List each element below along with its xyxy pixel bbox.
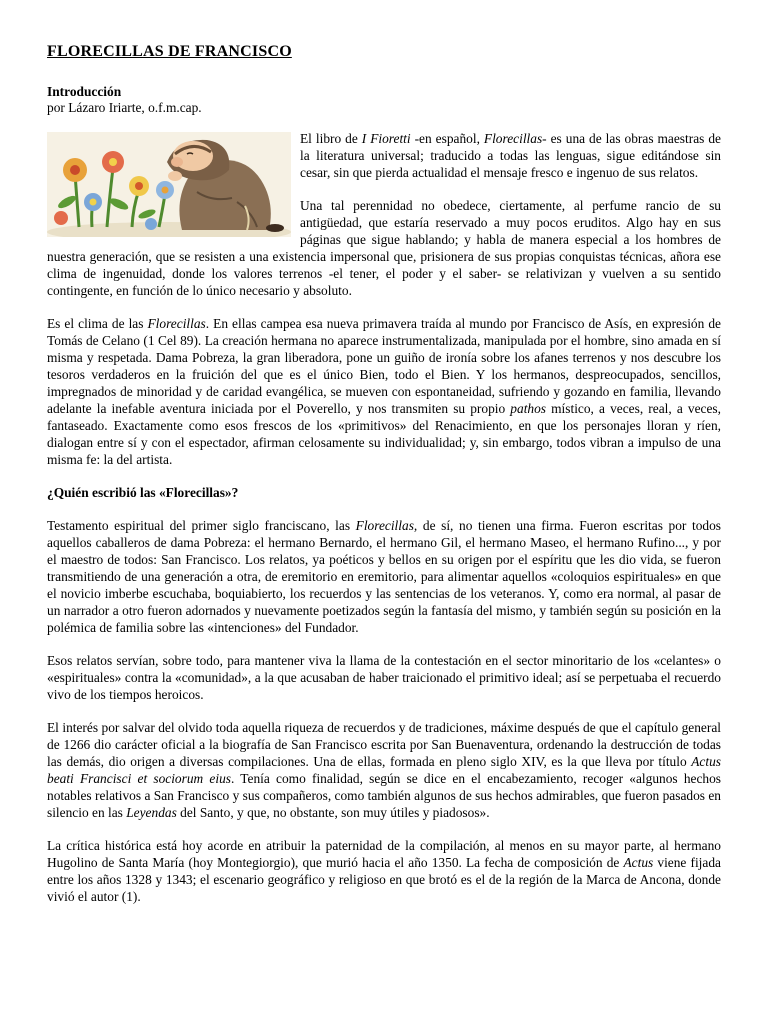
paragraph-intro: El libro de I Fioretti -en español, Florecillas- es una de las obras maestras de la literatura universal; traducido a todas las lenguas, sigue editándose sin cesar, sin que pierda actualidad el mensaje fresco e ingenuo de sus relatos.	[300, 131, 721, 180]
paragraph-testament: Testamento espiritual del primer siglo franciscano, las Florecillas, de sí, no tienen una firma. Fueron escritas por todos aquellos caballeros de dama Pobreza: el hermano Bernardo, el hermano Gil, el hermano Maseo, el hermano Rufino..., y por el maestro de todos: San Francisco. Los relatos, ya poéticos y bellos en su origen por el espíritu que les dio vida, se fueron transmitiendo de una generación a otra, de eremitorio en eremitorio, para alimentar aquellos «coloquios espirituales» en que el novicio imberbe escuchaba, boquiabierto, los recuerdos y las sentencias de los veteranos. Y, como era normal, al pasar de un narrador a otro fueron adornados y nuevamente poetizados según la fantasía del mismo, y también según su posición en la polémica de familia sobre las «intenciones» del Fundador.	[47, 518, 721, 635]
friar-smelling-flowers-illustration	[47, 132, 291, 237]
paragraph-perennity: Una tal perennidad no obedece, ciertamente, al perfume rancio de su antigüedad, que estaría reservado a muy pocos eruditos. Algo hay en sus páginas que sigue hablando; y habla de manera especial a los hombres de nuestra generación, que se resisten a una existencia impersonal que, prisionera de sus propias conquistas técnicas, añora ese clima de ingenuidad, donde los valores terrenos -el tener, el poder y el saber- se relativizan y vuelven a su sentido contingente, en función de lo único necesario y absoluto.	[47, 198, 721, 298]
author-byline: por Lázaro Iriarte, o.f.m.cap.	[47, 100, 202, 115]
document-title: FLORECILLAS DE FRANCISCO	[47, 43, 292, 60]
paragraph-climate: Es el clima de las Florecillas. En ellas campea esa nueva primavera traída al mundo por Francisco de Asís, en expresión de Tomás de Celano (1 Cel 89). La creación hermana no aparece instrumentalizada, manipulada por el hombre, sino amada en sí misma y respetada. Dama Pobreza, la gran liberadora, pone un guiño de ironía sobre los afanes terrenos y nos descubre los tesoros verdaderos en la fruición del que es el único Bien, todo el Bien. Y los hermanos, despreocupados, sencillos, impregnados de minoridad y de caridad evangélica, se mueven con espontaneidad, sufriendo y gozando en familia, llevando adelante la inefable aventura iniciada por el Poverello, y nos transmiten su propio pathos místico, a veces, real, a veces, fantaseado. Exactamente como esos frescos de los «primitivos» del Renacimiento, en que los personajes lloran y ríen, dialogan entre sí y con el espectador, afirman celosamente su individualidad; y, sin embargo, todos vibran a impulso de una misma fe: la del artista.	[47, 316, 721, 467]
paragraph-critics: La crítica histórica está hoy acorde en atribuir la paternidad de la compilación, al menos en su mayor parte, al hermano Hugolino de Santa María (hoy Montegiorgio), que murió hacia el año 1350. La fecha de composición de Actus viene fijada entre los años 1328 y 1343; el escenario geográfico y religioso en que brotó es el de la región de la Marca de Ancona, donde vivió el autor (1).	[47, 838, 721, 904]
section-heading-who-wrote: ¿Quién escribió las «Florecillas»?	[47, 485, 239, 500]
paragraph-compilations: El interés por salvar del olvido toda aquella riqueza de recuerdos y de tradiciones, máxime después de que el capítulo general de 1266 dio carácter oficial a la biografía de San Francisco escrita por San Buenaventura, ordenando la destrucción de todas las demás, dio origen a diversas compilaciones. Una de ellas, formada en pleno siglo XIV, es la que lleva por título Actus beati Francisci et sociorum eius. Tenía como finalidad, según se dice en el encabezamiento, recoger «algunos hechos notables relativos a San Francisco y sus compañeros, como también algunos de sus hechos admirables, que fueron pasados en silencio en las Leyendas del Santo, y que, no obstante, son muy útiles y piadosos».	[47, 720, 722, 820]
paragraph-celantes: Esos relatos servían, sobre todo, para mantener viva la llama de la contestación en el sector minoritario de los «celantes» o «espirituales» contra la «comunidad», a la que acusaban de haber traicionado el primitivo ideal; así se perpetuaba el recuerdo vivo de los tiempos heroicos.	[47, 653, 721, 702]
intro-heading: Introducción	[47, 84, 122, 99]
